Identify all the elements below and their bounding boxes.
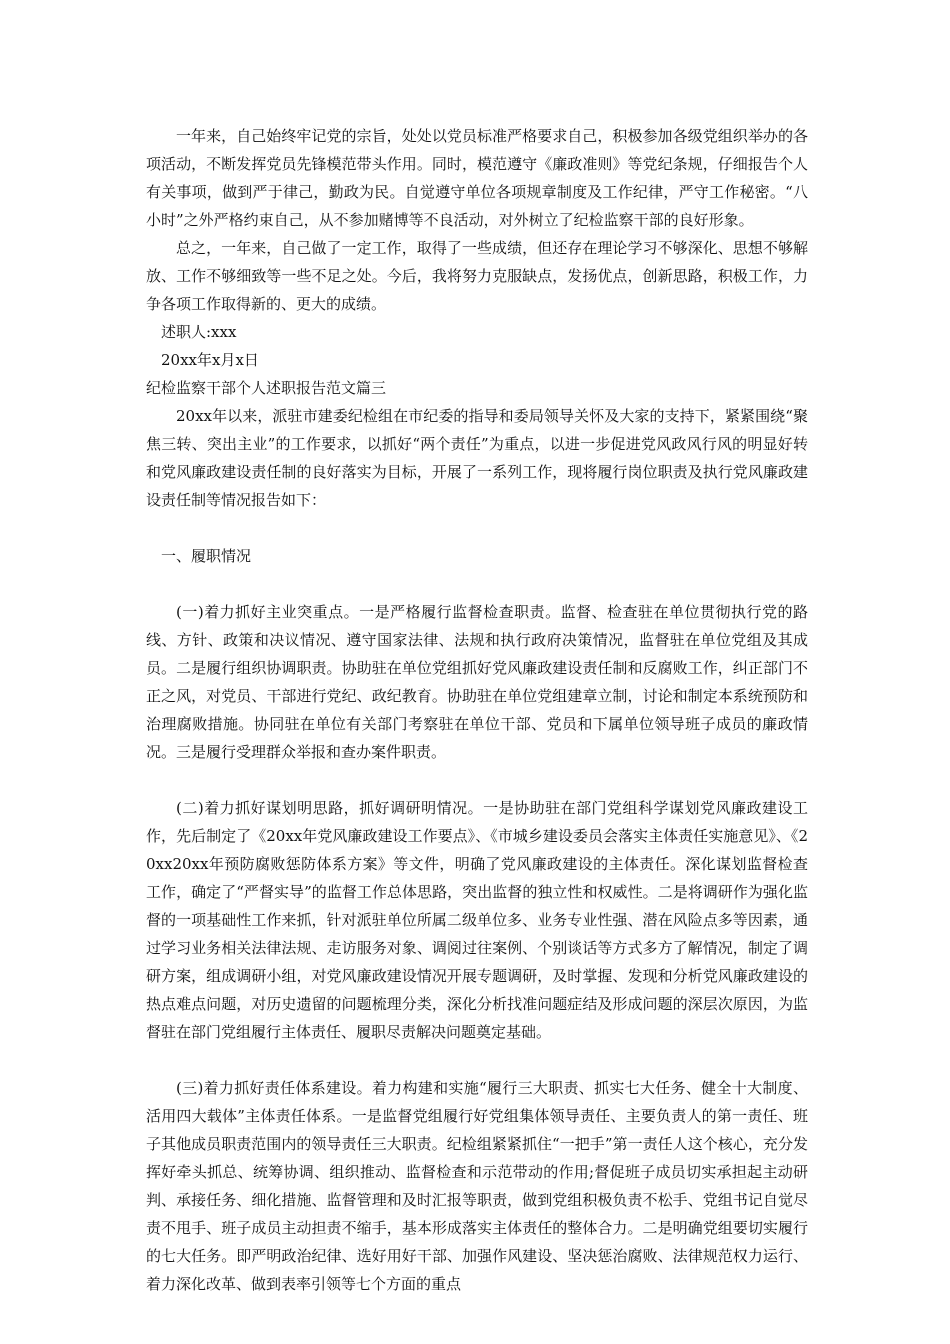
heading-duty-performance: 一、履职情况 [161,547,252,565]
paragraph-item-1: (一)着力抓好主业突重点。一是严格履行监督检查职责。监督、检查驻在单位贯彻执行党的路线、方针、政策和决议情况、遵守国家法律、法规和执行政府决策情况，监督驻在单位党组及其成员。二是履行组织协调职责。协助驻在单位党组抓好党风廉政建设责任制和反腐败工作，纠正部门不正之风，对党员、干部进行党纪、政纪教育。协助驻在单位党组建章立制，讨论和制定本系统预防和治理腐败措施。协同驻在单位有关部门考察驻在单位干部、党员和下属单位领导班子成员的廉政情况。三是履行受理群众举报和查办案件职责。 [146,603,808,761]
section-title: 纪检监察干部个人述职报告范文篇三 [146,379,387,397]
paragraph-item-2: (二)着力抓好谋划明思路，抓好调研明情况。一是协助驻在部门党组科学谋划党风廉政建设工作，先后制定了《20xx年党风廉政建设工作要点》、《市城乡建设委员会落实主体责任实施意见》、《20xx20xx年预防腐败惩防体系方案》等文件，明确了党风廉政建设的主体责任。深化谋划监督检查工作，确定了“严督实导”的监督工作总体思路，突出监督的独立性和权威性。二是将调研作为强化监督的一项基础性工作来抓，针对派驻单位所属二级单位多、业务专业性强、潜在风险点多等因素，通过学习业务相关法律法规、走访服务对象、调阅过往案例、个别谈话等方式多方了解情况，制定了调研方案，组成调研小组，对党风廉政建设情况开展专题调研，及时掌握、发现和分析党风廉政建设的热点难点问题，对历史遗留的问题梳理分类，深化分析找准问题症结及形成问题的深层次原因，为监督驻在部门党组履行主体责任、履职尽责解决问题奠定基础。 [146,799,808,1041]
date-line: 20xx年x月x日 [161,351,259,369]
paragraph-summary: 总之，一年来，自己做了一定工作，取得了一些成绩，但还存在理论学习不够深化、思想不够解放、工作不够细致等一些不足之处。今后，我将努力克服缺点，发扬优点，创新思路，积极工作，力争各项工作取得新的、更大的成绩。 [146,239,808,313]
document-page [146,122,808,1298]
paragraph-intro: 20xx年以来，派驻市建委纪检组在市纪委的指导和委局领导关怀及大家的支持下，紧紧围绕“聚焦三转、突出主业”的工作要求，以抓好“两个责任”为重点，以进一步促进党风政风行风的明显好转和党风廉政建设责任制的良好落实为目标，开展了一系列工作，现将履行岗位职责及执行党风廉政建设责任制等情况报告如下： [146,407,808,509]
signer-line: 述职人:xxx [161,323,237,341]
paragraph-item-3: (三)着力抓好责任体系建设。着力构建和实施“履行三大职责、抓实七大任务、健全十大制度、活用四大载体”主体责任体系。一是监督党组履行好党组集体领导责任、主要负责人的第一责任、班子其他成员职责范围内的领导责任三大职责。纪检组紧紧抓住“一把手”第一责任人这个核心，充分发挥好牵头抓总、统筹协调、组织推动、监督检查和示范带动的作用;督促班子成员切实承担起主动研判、承接任务、细化措施、监督管理和及时汇报等职责，做到党组积极负责不松手、党组书记自觉尽责不甩手、班子成员主动担责不缩手，基本形成落实主体责任的整体合力。二是明确党组要切实履行的七大任务。即严明政治纪律、选好用好干部、加强作风建设、坚决惩治腐败、法律规范权力运行、着力深化改革、做到表率引领等七个方面的重点 [146,1079,808,1293]
paragraph-conduct: 一年来，自己始终牢记党的宗旨，处处以党员标准严格要求自己，积极参加各级党组织举办的各项活动，不断发挥党员先锋模范带头作用。同时，模范遵守《廉政准则》等党纪条规，仔细报告个人有关事项，做到严于律己，勤政为民。自觉遵守单位各项规章制度及工作纪律，严守工作秘密。“八小时”之外严格约束自己，从不参加赌博等不良活动，对外树立了纪检监察干部的良好形象。 [146,127,808,229]
